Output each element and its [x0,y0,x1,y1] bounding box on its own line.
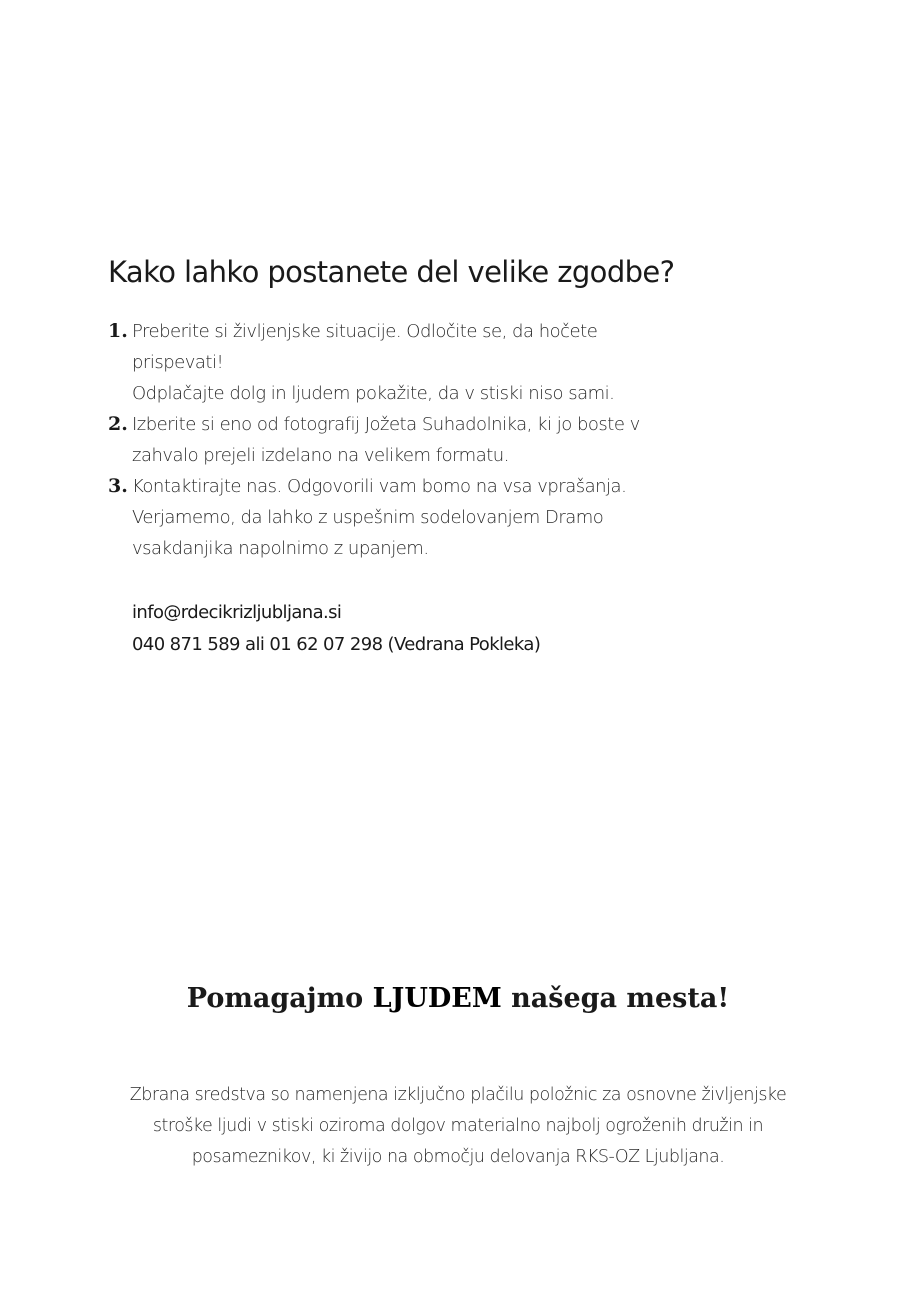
step-number: 2. [108,413,128,435]
slogan-after: našega mesta! [501,983,730,1014]
step-item-1 [108,316,788,409]
footer-line: Zbrana sredstva so namenjena izključno plačilu položnic za osnovne življenjske [129,1085,787,1105]
page-heading: Kako lahko postanete del velike zgodbe? [108,255,675,289]
step-item-3 [108,471,788,564]
step-line: Preberite si življenjske situacije. Odločite se, da hočete [132,321,598,342]
step-text [132,409,788,471]
contact-block [132,597,752,661]
step-text [132,471,788,564]
footer-line: stroške ljudi v stiski oziroma dolgov materialno najbolj ogroženih družin in [152,1116,764,1136]
footer-note [30,1080,886,1173]
step-item-2 [108,409,788,471]
step-text [132,316,788,409]
step-number: 3. [108,475,128,497]
step-line: Kontaktirajte nas. Odgovorili vam bomo na vsa vprašanja. [132,476,627,497]
step-line: Verjamemo, da lahko z uspešnim sodelovanjem Dramo [132,507,604,528]
step-line: zahvalo prejeli izdelano na velikem formatu. [132,445,509,466]
steps-list [108,316,788,564]
step-line: Izberite si eno od fotografij Jožeta Suhadolnika, ki jo boste v [132,414,640,435]
footer-line: posameznikov, ki živijo na območju delovanja RKS-OZ Ljubljana. [191,1147,725,1167]
slogan-emphasis: LJUDEM [372,983,502,1014]
step-line: Odplačajte dolg in ljudem pokažite, da v stiski niso sami. [132,383,615,404]
contact-phone: 040 871 589 ali 01 62 07 298 (Vedrana Pokleka) [132,634,541,655]
step-number: 1. [108,320,128,342]
contact-email: info@rdecikrizljubljana.si [132,602,342,623]
step-line: vsakdanjika napolnimo z upanjem. [132,538,429,559]
slogan [0,983,916,1014]
slogan-before: Pomagajmo [186,983,373,1014]
step-line: prispevati! [132,352,224,373]
